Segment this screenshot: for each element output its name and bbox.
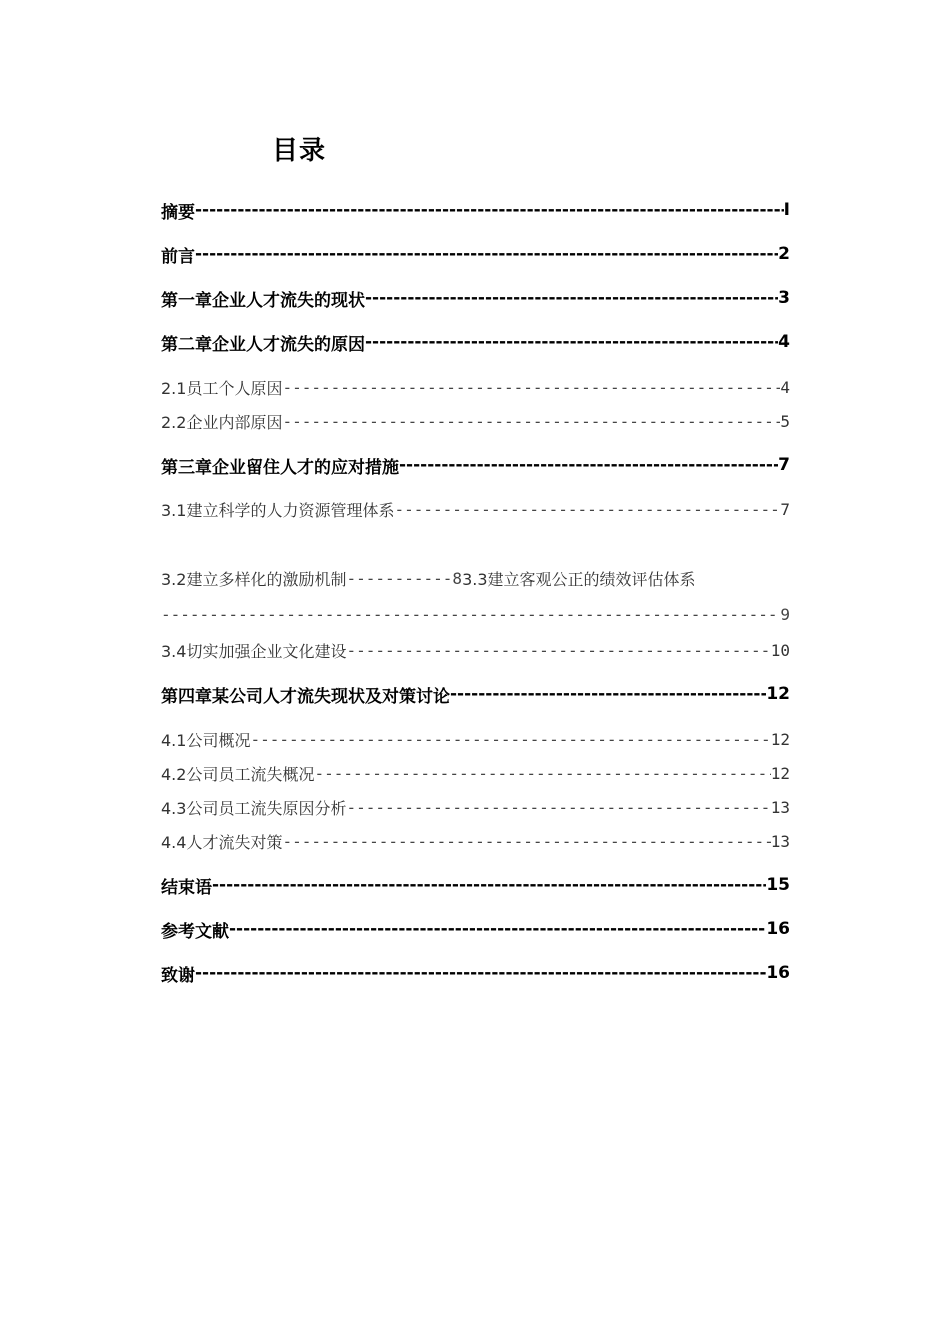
toc-page-number: 10 (770, 640, 790, 660)
toc-leader (195, 963, 766, 983)
toc-leader (399, 455, 778, 475)
toc-page-number: 13 (770, 831, 790, 851)
toc-entry-label: 第二章企业人才流失的原因 (161, 334, 365, 354)
toc-entry-3-1[interactable] (161, 497, 790, 521)
toc-page-number: 4 (780, 377, 790, 397)
toc-entry-chapter-2[interactable] (161, 330, 790, 354)
toc-entry-acknowledgements[interactable] (161, 961, 790, 985)
toc-leader (282, 378, 780, 397)
toc-entry-abstract[interactable] (161, 198, 790, 222)
toc-entry-4-2[interactable] (161, 761, 790, 785)
toc-entry-label: 4.1公司概况 (161, 730, 251, 750)
toc-entry-chapter-3[interactable] (161, 453, 790, 477)
toc-entry-label: 致谢 (161, 965, 195, 985)
toc-entry-label: 2.2企业内部原因 (161, 412, 283, 432)
toc-page-number: 13 (770, 797, 790, 817)
toc-entry-chapter-1[interactable] (161, 286, 790, 310)
toc-entry-4-4[interactable] (161, 829, 790, 853)
toc-leader (346, 641, 770, 660)
toc-page-number: 15 (766, 875, 790, 895)
toc-entry-4-1[interactable] (161, 727, 790, 751)
toc-entry-2-1[interactable] (161, 375, 790, 399)
toc-entry-label: 3.4切实加强企业文化建设 (161, 641, 347, 661)
toc-entry-conclusion[interactable] (161, 873, 790, 897)
toc-leader (346, 798, 770, 817)
toc-entry-label-3-3: 3.3建立客观公正的绩效评估体系 (462, 569, 696, 589)
toc-leader (195, 200, 784, 220)
toc-entry-3-4[interactable] (161, 638, 790, 662)
toc-leader (282, 832, 770, 851)
toc-entry-preface[interactable] (161, 242, 790, 266)
toc-entry-label: 3.2建立多样化的激励机制 (161, 569, 347, 589)
toc-leader (365, 332, 778, 352)
toc-entry-label: 第一章企业人才流失的现状 (161, 290, 365, 310)
toc-entry-chapter-4[interactable] (161, 682, 790, 706)
toc-leader: ----------- (346, 568, 453, 588)
toc-entry-label: 第三章企业留住人才的应对措施 (161, 457, 399, 477)
toc-leader (365, 288, 778, 308)
toc-entry-3-2[interactable] (161, 566, 790, 590)
toc-entry-4-3[interactable] (161, 795, 790, 819)
toc-entry-label: 结束语 (161, 877, 212, 897)
toc-page-number: 2 (778, 244, 790, 264)
toc-entry-2-2[interactable] (161, 409, 790, 433)
toc-entry-label: 3.1建立科学的人力资源管理体系 (161, 500, 395, 520)
toc-leader (450, 684, 766, 704)
toc-entry-label: 2.1员工个人原因 (161, 378, 283, 398)
toc-leader (195, 244, 778, 264)
toc-page-number: I (783, 200, 790, 220)
toc-page-number: 7 (780, 499, 790, 519)
toc-page-number: 3 (778, 288, 790, 308)
toc-leader (394, 500, 780, 519)
toc-leader (212, 875, 766, 895)
toc-entry-label: 4.2公司员工流失概况 (161, 764, 315, 784)
toc-entry-label: 摘要 (161, 202, 195, 222)
toc-entry-label: 参考文献 (161, 921, 229, 941)
toc-page-number: 12 (770, 729, 790, 749)
page-title: 目录 (272, 136, 327, 166)
toc-page-number: 9 (780, 604, 790, 624)
toc-leader (314, 764, 770, 783)
toc-page-number: 5 (780, 411, 790, 431)
toc-entry-3-3-continued[interactable] (161, 602, 790, 626)
toc-page-number: 16 (766, 963, 790, 983)
toc-entry-label: 前言 (161, 246, 195, 266)
toc-leader (161, 605, 780, 624)
toc-page-number: 16 (766, 919, 790, 939)
toc-entry-references[interactable] (161, 917, 790, 941)
toc-leader (250, 730, 770, 749)
toc-page-number: 12 (766, 684, 790, 704)
toc-page-number: 4 (778, 332, 790, 352)
toc-entry-label: 第四章某公司人才流失现状及对策讨论 (161, 686, 450, 706)
toc-entry-label: 4.3公司员工流失原因分析 (161, 798, 347, 818)
toc-page-number: 8 (452, 568, 463, 588)
toc-entry-label: 4.4人才流失对策 (161, 832, 283, 852)
toc-leader (282, 412, 780, 431)
toc-page-number: 12 (770, 763, 790, 783)
toc-page-number: 7 (778, 455, 790, 475)
toc-leader (229, 919, 766, 939)
